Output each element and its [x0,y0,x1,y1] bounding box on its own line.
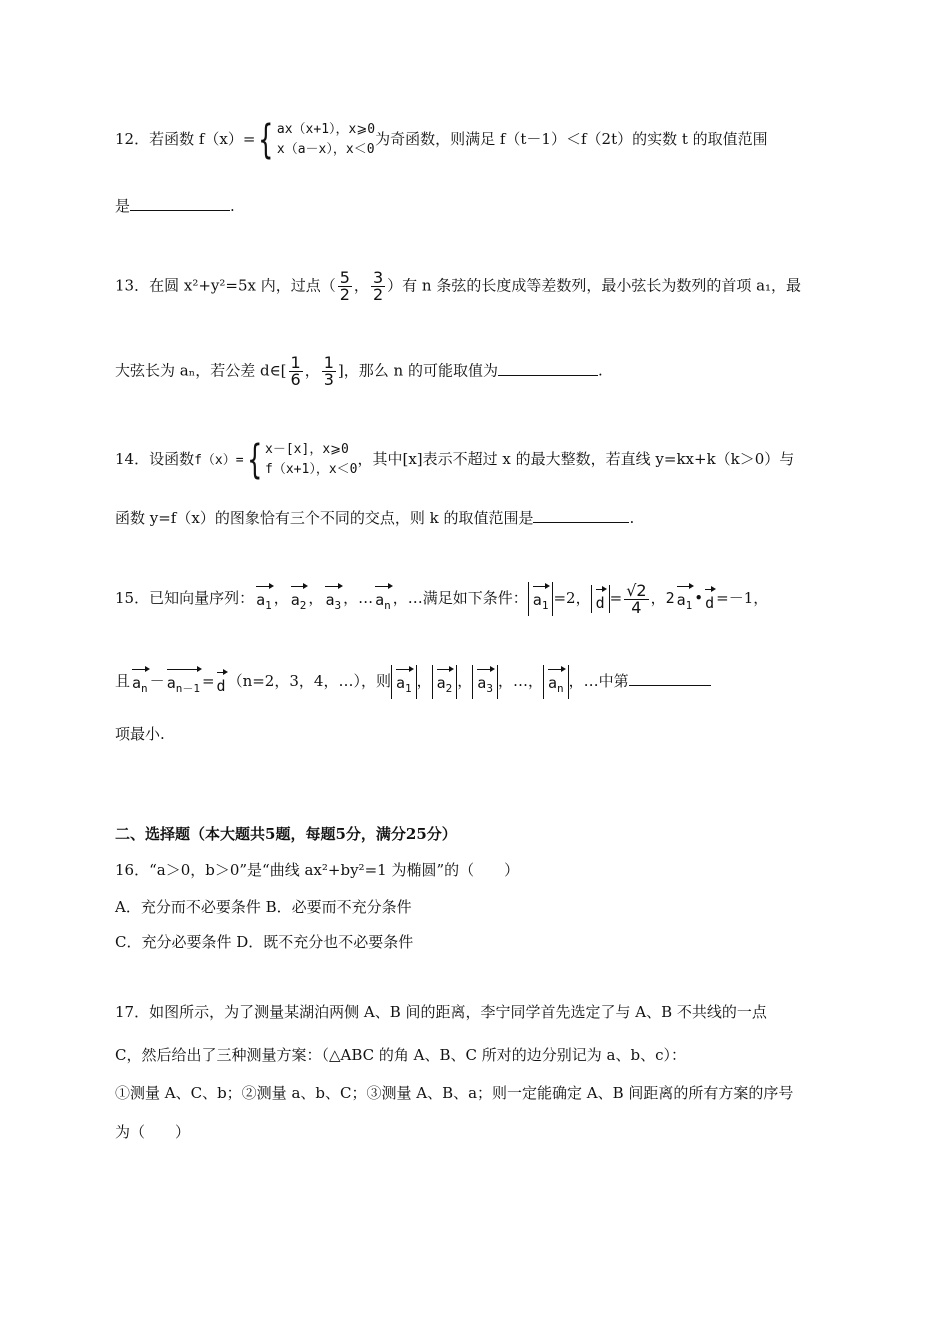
q15-line2: 且 $a_n - a_{n-1} = d$ （n=2，3，4，…），则 $a_1$ ， $a_2$ ， $a_3$ ，…， $a_n$ ，…中第 [115,665,711,699]
q14-pre: 14．设函数 [115,450,195,468]
q14-post: ，其中[x]表示不超过 x 的最大整数，若直线 y=kx+k（k＞0）与 [357,450,795,468]
q15-answer-blank[interactable] [629,669,711,686]
q15-line2-post: ，…中第 [568,672,629,690]
q12-line2-text: 是 [115,197,131,215]
q12-case1: ax（x+1），x⩾0 [276,122,376,137]
q16-stem: 16．“a＞0，b＞0”是“曲线 ax²+by²=1 为椭圆”的（ ） [115,861,520,879]
vec-a1-dot: $a_1$ [675,582,695,616]
q13-line1: 13．在圆 x²+y²=5x 内，过点（ $\frac{5}{2}$ ， $\frac{3}{2}$ ）有 n 条弦的长度成等差数列，最小弦长为数列的首项 a₁，最 [115,268,802,304]
q17-line3: ①测量 A、C、b；②测量 a、b、C；③测量 A、B、a；则一定能确定 A、B 间距离的所有方案的序号 [115,1084,794,1102]
q15-line1: 15．已知向量序列： $a_1$ ， $a_2$ ， $a_3$ ，… $a_n$ ，…满足如下条件： $a_1 =2$， d = $\frac{√2}{4}$ ，2 $a_1$ • d =－1， [115,580,769,617]
q12-line1 [115,117,768,163]
q15-cond2-eq: = [609,589,623,607]
q12-post: 为奇函数，则满足 f（t－1）＜f（2t）的实数 t 的取值范围 [375,130,768,148]
q14-fx: f（x）= [194,453,244,468]
q13-end: . [597,361,603,380]
q12-line2 [115,194,235,216]
q12-piecewise: { ax（x+1），x⩾0 x（a－x），x＜0 [258,117,376,163]
q14-line1 [115,437,795,483]
q15-line3-text: 项最小. [115,725,165,743]
abs-a2-seq: $a_2$ [432,665,458,699]
q14-case2: f（x+1），x＜0 [265,462,358,477]
vec-d-dot: d [703,585,716,613]
vec-an: $a_n$ [373,582,393,616]
q15-line2-mid: （n=2，3，4，…），则 [227,672,391,690]
abs-a1: $a_1$ [528,582,554,616]
q15-cond3: =－1， [716,589,769,607]
abs-a3-seq: $a_3$ [472,665,498,699]
q15-frac-sqrt2-4: $\frac{√2}{4}$ [626,580,647,617]
q14-line2-text: 函数 y=f（x）的图象恰有三个不同的交点，则 k 的取值范围是 [115,509,534,527]
vec-a1: $a_1$ [254,582,274,616]
q13-frac-3-2: $\frac{3}{2}$ [372,268,384,304]
q15-mid: …满足如下条件： [407,589,528,607]
q15-line2-pre: 且 [115,672,131,690]
q12-end: . [230,197,235,215]
abs-a1-seq: $a_1$ [391,665,417,699]
q14-case1: x－[x]，x⩾0 [265,442,349,457]
q13-frac-5-2: $\frac{5}{2}$ [339,268,350,304]
q14-piecewise: { x－[x]，x⩾0 f（x+1），x＜0 [246,437,358,483]
vec-a2: $a_2$ [289,582,309,616]
q17-line2: C，然后给出了三种测量方案：（△ABC 的角 A、B、C 所对的边分别记为 a、b、c）： [115,1046,686,1064]
q13-answer-blank[interactable] [498,359,598,376]
vec-an-minus-1: $a_{n-1}$ [165,665,202,699]
abs-d: d [591,585,610,613]
q12-case2: x（a－x），x＜0 [276,142,375,157]
q16-options-ab: A．充分而不必要条件 B．必要而不充分条件 [115,898,412,916]
q17-line4: 为（ ） [115,1123,191,1141]
vec-a3: $a_3$ [323,582,343,616]
q13-frac-1-6: $\frac{1}{6}$ [290,353,301,389]
q16-options-cd: C．充分必要条件 D．既不充分也不必要条件 [115,933,414,951]
q17-line1: 17．如图所示，为了测量某湖泊两侧 A、B 间的距离，李宁同学首先选定了与 A、B 不共线的一点 [115,1003,767,1021]
q14-answer-blank[interactable] [533,506,629,523]
q13-post: ）有 n 条弦的长度成等差数列，最小弦长为数列的首项 a₁，最 [387,276,802,295]
section2-title: 二、选择题（本大题共5题，每题5分，满分25分） [115,825,457,843]
q12-answer-blank[interactable] [130,194,230,211]
q13-line2: 大弦长为 aₙ，若公差 d∈[ $\frac{1}{6}$ ， $\frac{1}{3}$ ]，那么 n 的可能取值为 . [115,353,603,389]
q13-pre: 13．在圆 x²+y²=5x 内，过点（ [115,276,336,295]
q14-end: . [629,509,635,527]
vec-an-2: $a_n$ [130,665,150,699]
q15-line3 [115,724,165,744]
q15-pre: 15．已知向量序列： [115,589,255,607]
q13-line2-post: ]，那么 n 的可能取值为 [337,361,498,380]
q15-cond1: =2， [553,589,591,607]
q14-line2 [115,506,634,528]
q12-pre: 12．若函数 f（x）= [115,130,256,148]
q13-frac-1-3: $\frac{1}{3}$ [323,353,334,389]
q13-line2-pre: 大弦长为 aₙ，若公差 d∈[ [115,361,287,380]
vec-d-2: d [215,668,228,696]
abs-an-seq: $a_n$ [543,665,569,699]
